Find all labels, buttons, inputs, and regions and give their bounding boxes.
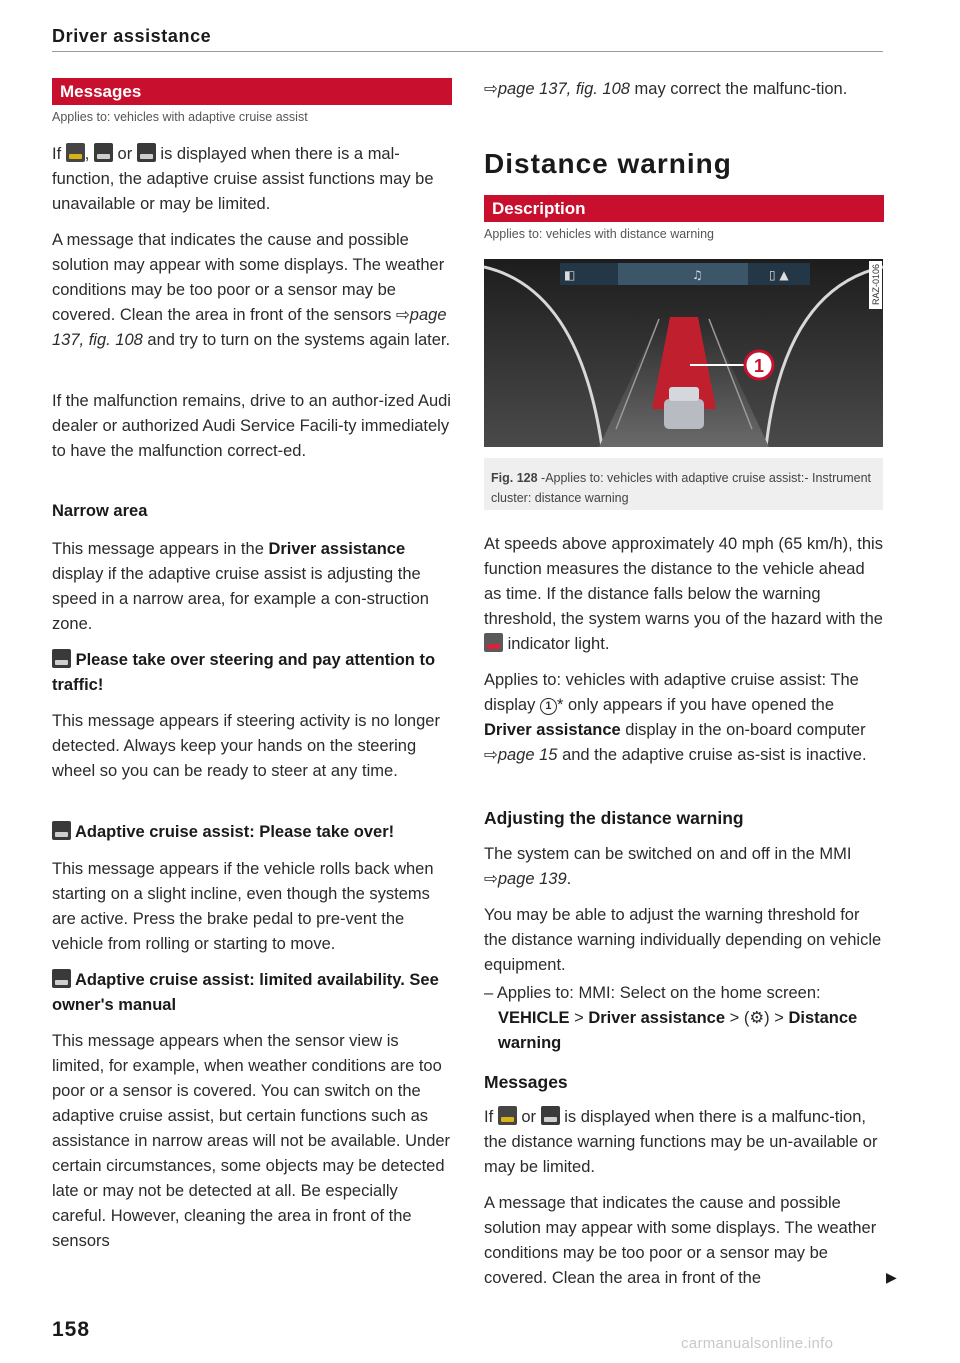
description-heading-bar: Description xyxy=(484,195,884,222)
adjust-text: The system can be switched on and off in the MMI xyxy=(484,845,852,863)
dealer-paragraph: If the malfunction remains, drive to an author-ized Audi dealer or authorized Audi Service Facili-ty immediately to have the malfunction correct-ed. xyxy=(52,392,451,460)
distance-yellow-icon xyxy=(498,1106,517,1125)
display-text-c: display in the on-board computer xyxy=(625,721,866,739)
figure-caption xyxy=(484,458,883,510)
acc-takeover-heading xyxy=(52,820,452,845)
messages-subheading: Messages xyxy=(484,1072,568,1092)
display-text-d: and the adaptive cruise as-sist is inactive. xyxy=(562,746,867,764)
messages-heading-bar: Messages xyxy=(52,78,452,105)
malfunction-paragraph xyxy=(52,142,452,217)
instrument-cluster-figure xyxy=(484,259,883,447)
text-if: If xyxy=(484,1108,494,1126)
mmi-path-driver-assistance: Driver assistance xyxy=(588,1009,726,1027)
display-bold: Driver assistance xyxy=(484,721,621,739)
text-or: or xyxy=(117,145,133,163)
text-rest: is displayed when there is a mal-function, the adaptive cruise assist functions may be unavailable or may be limited. xyxy=(52,145,434,213)
text-if: If xyxy=(52,145,62,163)
display-paragraph xyxy=(484,668,884,768)
adjusting-heading: Adjusting the distance warning xyxy=(484,808,744,828)
settings-gear-icon: ⚙ xyxy=(749,1009,765,1027)
cluster-illustration xyxy=(484,259,883,447)
applies-to-acc: Applies to: vehicles with adaptive cruise assist xyxy=(52,110,308,124)
page-reference-link[interactable]: ⇨page 137, fig. 108 xyxy=(52,306,447,349)
figure-code: RAZ-0106 xyxy=(871,263,881,305)
mmi-path-sep: > xyxy=(569,1009,589,1027)
mmi-path-distance-warning: Distance warning xyxy=(498,1009,858,1052)
distance-text-end: indicator light. xyxy=(507,635,610,653)
acc-yellow-icon xyxy=(66,143,85,162)
text-comma: , xyxy=(84,145,90,163)
svg-text:♫: ♫ xyxy=(692,268,703,282)
caption-text: -Applies to: vehicles with adaptive cruise assist:- Instrument cluster: distance warning xyxy=(491,471,872,505)
takeover-paragraph: This message appears if steering activity is no longer detected. Always keep your hands on the steering wheel so you can be ready to steer at any time. xyxy=(52,712,440,780)
mmi-path xyxy=(484,1006,884,1056)
page-number: 158 xyxy=(52,1318,91,1341)
header-rule xyxy=(52,51,883,52)
mmi-path-paragraph xyxy=(484,981,884,1056)
distance-warning-title: Distance warning xyxy=(484,148,732,179)
distance-warning-indicator-icon xyxy=(484,633,503,652)
callout-circle-1: 1 xyxy=(540,698,557,715)
cause-text-end: and try to turn on the systems again later. xyxy=(147,331,451,349)
mmi-path-vehicle: VEHICLE xyxy=(498,1009,570,1027)
narrow-text-end: display if the adaptive cruise assist is adjusting the speed in a narrow area, for example a con-struction zone. xyxy=(52,565,429,633)
takeover-heading xyxy=(52,648,452,698)
adjust-switch-paragraph xyxy=(484,842,884,892)
watermark: carmanualsonline.info xyxy=(681,1335,834,1352)
page-reference-link[interactable]: ⇨page 15 xyxy=(484,746,558,764)
distance-function-paragraph xyxy=(484,532,884,657)
limited-heading xyxy=(52,968,452,1018)
acc-limited-icon xyxy=(52,969,71,988)
adjust-period: . xyxy=(566,870,572,888)
narrow-area-heading: Narrow area xyxy=(52,502,148,520)
acc-takeover-title-text: Adaptive cruise assist: Please take over! xyxy=(74,823,395,841)
distance-malfunction-paragraph xyxy=(484,1105,884,1180)
page-reference-link[interactable]: ⇨page 139 xyxy=(484,870,567,888)
distance-grey-icon xyxy=(541,1106,560,1125)
limited-title-text: Adaptive cruise assist: limited availability. See owner's manual xyxy=(52,971,439,1014)
takeover-title-text: Please take over steering and pay attention to traffic! xyxy=(52,651,436,694)
mmi-path-sep: > ( xyxy=(725,1009,750,1027)
mmi-path-intro: – Applies to: MMI: Select on the home screen: xyxy=(484,984,821,1002)
limited-paragraph: This message appears when the sensor view is limited, for example, when weather conditions are too poor or a sensor is covered. You can switch on the adaptive cruise assist, but certain functions such as assistance in narrow areas will not be available. Under certain circumstances, some objects may be detected late or may not be detected at all. Be especially careful. However, cleaning the area in front of the sensors xyxy=(52,1032,451,1250)
caption-label: Fig. 128 xyxy=(491,471,538,485)
continue-arrow-icon: ▶ xyxy=(886,1269,897,1285)
mmi-path-sep: ) > xyxy=(764,1009,789,1027)
cause-text: A message that indicates the cause and possible solution may appear with some displays. The weather conditions may be too poor or a sensor may be covered. Clean the area in front of the sensors xyxy=(52,231,445,324)
distance-text: At speeds above approximately 40 mph (65 km/h), this function measures the distance to the vehicle ahead as time. If the distance falls below the warning threshold, the system warns you of the hazard with the xyxy=(484,535,883,628)
narrow-area-paragraph xyxy=(52,537,452,637)
svg-text:◧: ◧ xyxy=(564,268,576,282)
acc-warning-icon xyxy=(52,821,71,840)
text-rest: is displayed when there is a malfunc-tion, the distance warning functions may be un-available or may be limited. xyxy=(484,1108,878,1176)
continued-paragraph xyxy=(484,77,884,102)
acc-grey-icon xyxy=(94,143,113,162)
continued-text: may correct the malfunc-tion. xyxy=(634,80,848,98)
adjust-threshold-paragraph: You may be able to adjust the warning threshold for the distance warning individually depending on vehicle equipment. xyxy=(484,906,882,974)
applies-to-distance: Applies to: vehicles with distance warning xyxy=(484,227,714,241)
cause-paragraph xyxy=(52,228,452,353)
acc-takeover-paragraph: This message appears if the vehicle rolls back when starting on a slight incline, even though the systems are active. Press the brake pedal to pre-vent the vehicle from rolling or starting to move. xyxy=(52,860,434,953)
text-or: or xyxy=(521,1108,537,1126)
distance-cause-paragraph: A message that indicates the cause and possible solution may appear with some displays. The weather conditions may be too poor or a sensor may be covered. Clean the area in front of the xyxy=(484,1194,877,1287)
svg-text:▯ ▲: ▯ ▲ xyxy=(769,268,789,282)
sensor-icon xyxy=(137,143,156,162)
display-text-a: Applies to: vehicles with adaptive cruise assist: The display xyxy=(484,671,859,714)
steering-warning-icon xyxy=(52,649,71,668)
page-reference-link[interactable]: ⇨page 137, fig. 108 xyxy=(484,80,630,98)
narrow-text: This message appears in the xyxy=(52,540,264,558)
display-text-b: * only appears if you have opened the xyxy=(556,696,835,714)
figure-callout-1: 1 xyxy=(753,356,765,376)
page-header-title: Driver assistance xyxy=(52,26,212,46)
narrow-bold: Driver assistance xyxy=(268,540,406,558)
